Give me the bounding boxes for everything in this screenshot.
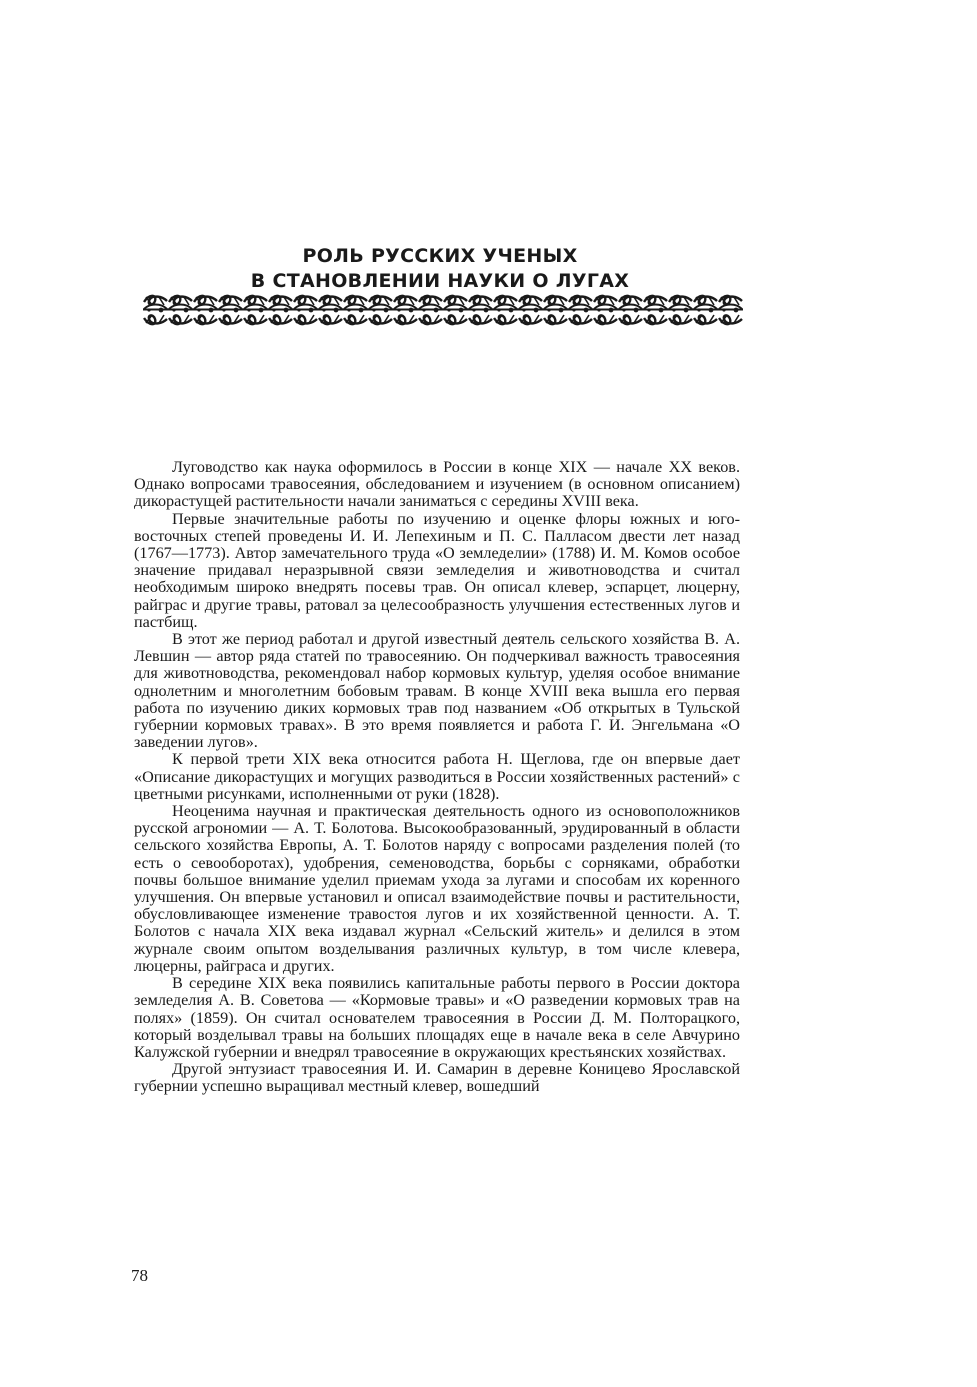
paragraph-1: Луговодство как наука оформилось в России в конце XIX — начале XX веков. Однако вопросами травосеяния, обследованием и изучением (в основном описанием) дикорастущей растительности начали заниматься с середины XVIII века. [134, 458, 740, 511]
paragraph-6: В середине XIX века появились капитальные работы первого в России доктора земледелия А. В. Советова — «Кормовые травы» и «О разведении кормовых трав на полях» (1859). Он считал основателем травосеяния в России Д. М. Полторацкого, который возделывал травы на больших площадях еще в начале века в селе Авчурино Калужской губернии и внедрял травосеяние в окружающих крестьянских хозяйствах. [134, 974, 740, 1061]
chapter-title-line-2: В СТАНОВЛЕНИИ НАУКИ О ЛУГАХ [250, 269, 630, 292]
chapter-title [140, 244, 740, 294]
decorative-knot-border-icon [143, 293, 743, 327]
paragraph-7: Другой энтузиаст травосеяния И. И. Самарин в деревне Коницево Ярославской губернии успешно выращивал местный клевер, вошедший [134, 1060, 740, 1096]
paragraph-4: К первой трети XIX века относится работа Н. Щеглова, где он впервые дает «Описание дикорастущих и могущих разводиться в России хозяйственных растений» с цветными рисунками, исполненными от руки (1828). [134, 750, 740, 803]
article-body [134, 459, 740, 1096]
page-number: 78 [131, 1266, 148, 1285]
paragraph-5: Неоценима научная и практическая деятельность одного из основоположников русской агрономии — А. Т. Болотова. Высокообразованный, эрудированный в области сельского хозяйства Европы, А. Т. Болотов наряду с вопросами разделения полей (то есть о севооборотах), удобрения, семеноводства, борьбы с сорняками, обработки почвы большое внимание уделил приемам ухода за лугами и способам их коренного улучшения. Он впервые установил и описал взаимодействие почвы и растительности, обусловливающее изменение травостоя лугов и их хозяйственной ценности. А. Т. Болотов с начала XIX века издавал журнал «Сельский житель» и делился в этом журнале своим опытом возделывания различных культур, в том числе клевера, люцерны, райграса и других. [134, 802, 740, 975]
paragraph-3: В этот же период работал и другой известный деятель сельского хозяйства В. А. Левшин — автор ряда статей по травосеянию. Он подчеркивал важность травосеяния для животноводства, рекомендовал набор кормовых культур, уделяя особое внимание однолетним и многолетним бобовым травам. В конце XVIII века вышла его первая работа по изучению диких кормовых трав под названием «Об открытых в Тульской губернии кормовых травах». В это время появляется и работа Г. И. Энгельмана «О заведении лугов». [134, 630, 740, 752]
paragraph-2: Первые значительные работы по изучению и оценке флоры южных и юго-восточных степей проведены И. И. Лепехиным и П. С. Палласом двести лет назад (1767—1773). Автор замечательного труда «О земледелии» (1788) И. М. Комов особое значение придавал неразрывной связи земледелия и животноводства и считал необходимым широко внедрять посевы трав. Он описал клевер, эспарцет, люцерну, райграс и другие травы, ратовал за целесообразность улучшения естественных лугов и пастбищ. [134, 509, 740, 631]
chapter-title-line-1: РОЛЬ РУССКИХ УЧЕНЫХ [302, 244, 578, 267]
